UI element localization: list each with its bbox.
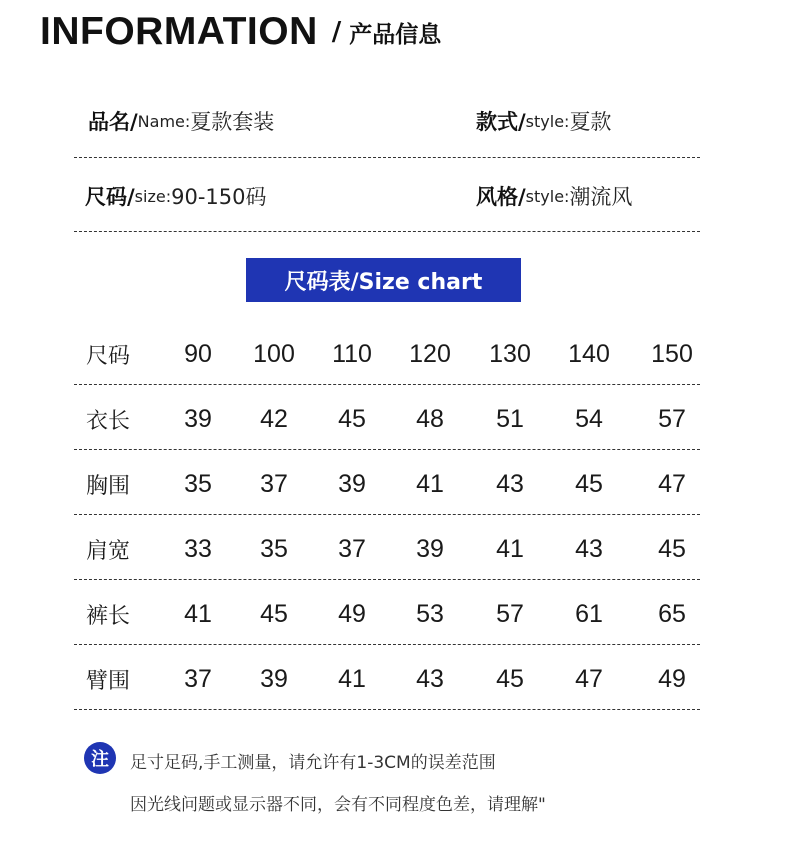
size-table-cell: 41 [496, 534, 524, 563]
page-header [40, 10, 441, 54]
size-table-cell: 45 [575, 469, 603, 498]
size-table-header-cell: 150 [651, 339, 693, 368]
divider [74, 644, 700, 645]
size-table-cell: 43 [496, 469, 524, 498]
size-table-cell: 42 [260, 404, 288, 433]
size-table-header-cell: 140 [568, 339, 610, 368]
divider [74, 709, 700, 710]
size-table-cell: 57 [658, 404, 686, 433]
size-table-cell: 37 [338, 534, 366, 563]
size-chart-title [246, 258, 521, 302]
note-badge [84, 742, 116, 774]
info-name-value: 夏款套装 [190, 110, 275, 134]
size-table-row-label: 胸围 [86, 473, 131, 499]
size-table-cell: 39 [260, 664, 288, 693]
size-table-cell: 37 [260, 469, 288, 498]
size-table-header-cell: 120 [409, 339, 451, 368]
header-title-zh: 产品信息 [349, 21, 442, 48]
divider [74, 514, 700, 515]
info-size-key: 尺码/ [85, 185, 135, 209]
info-fashion-key: 风格/ [476, 185, 526, 209]
divider [74, 157, 700, 158]
info-fashion-style [476, 176, 632, 216]
info-style-value: 夏款 [569, 110, 612, 134]
header-title-en: INFORMATION [40, 10, 318, 53]
size-table-cell: 35 [260, 534, 288, 563]
divider [74, 579, 700, 580]
info-size [85, 176, 266, 216]
size-table-row [74, 399, 700, 439]
size-table-cell: 41 [184, 599, 212, 628]
size-table-cell: 45 [260, 599, 288, 628]
info-style [476, 101, 611, 141]
size-table-header-label: 尺码 [86, 343, 131, 369]
size-table-header-cell: 90 [184, 339, 212, 368]
size-table-header-cell: 100 [253, 339, 295, 368]
size-table-row-label: 臂围 [86, 668, 131, 694]
size-table-row-label: 衣长 [86, 408, 131, 434]
size-table-cell: 65 [658, 599, 686, 628]
info-row-1 [88, 101, 700, 141]
size-table-cell: 54 [575, 404, 603, 433]
info-style-en: style: [525, 111, 570, 131]
size-table-cell: 39 [338, 469, 366, 498]
size-table-header-cell: 130 [489, 339, 531, 368]
size-table-row [74, 529, 700, 569]
info-name-en: Name: [137, 111, 191, 131]
size-table-header-row [74, 334, 700, 374]
size-table-cell: 49 [338, 599, 366, 628]
size-table-cell: 43 [416, 664, 444, 693]
size-table-cell: 41 [338, 664, 366, 693]
info-size-value: 90-150码 [171, 185, 267, 209]
note-line-1: 足寸足码,手工测量，请允许有1-3CM的误差范围 [130, 753, 496, 773]
size-table-cell: 47 [658, 469, 686, 498]
info-size-en: size: [134, 186, 172, 206]
size-table-cell: 57 [496, 599, 524, 628]
info-fashion-en: style: [525, 186, 570, 206]
size-table-row [74, 594, 700, 634]
size-table-cell: 48 [416, 404, 444, 433]
divider [74, 449, 700, 450]
size-table-cell: 49 [658, 664, 686, 693]
size-table-cell: 39 [416, 534, 444, 563]
size-table-row [74, 464, 700, 504]
info-name-key: 品名/ [88, 110, 138, 134]
size-table-cell: 45 [338, 404, 366, 433]
header-separator: / [331, 17, 342, 47]
size-table-cell: 35 [184, 469, 212, 498]
size-table-cell: 41 [416, 469, 444, 498]
size-table-cell: 51 [496, 404, 524, 433]
size-table-cell: 39 [184, 404, 212, 433]
info-fashion-value: 潮流风 [569, 185, 633, 209]
size-table-cell: 37 [184, 664, 212, 693]
size-table-cell: 45 [658, 534, 686, 563]
size-table-cell: 53 [416, 599, 444, 628]
size-table-row-label: 肩宽 [86, 538, 131, 564]
info-row-2 [85, 176, 700, 216]
size-table-cell: 61 [575, 599, 603, 628]
note-badge-text: 注 [91, 749, 109, 770]
size-table-cell: 43 [575, 534, 603, 563]
divider [74, 231, 700, 232]
size-table-cell: 33 [184, 534, 212, 563]
info-name [88, 101, 274, 141]
note-line-2: 因光线问题或显示器不同，会有不同程度色差，请理解" [130, 795, 546, 815]
size-table-cell: 45 [496, 664, 524, 693]
divider [74, 384, 700, 385]
size-table-cell: 47 [575, 664, 603, 693]
size-chart-title-text: 尺码表/Size chart [284, 269, 483, 295]
size-table-header-cell: 110 [332, 339, 372, 368]
info-style-key: 款式/ [476, 110, 526, 134]
size-table-row-label: 裤长 [86, 603, 131, 629]
size-table-row [74, 659, 700, 699]
